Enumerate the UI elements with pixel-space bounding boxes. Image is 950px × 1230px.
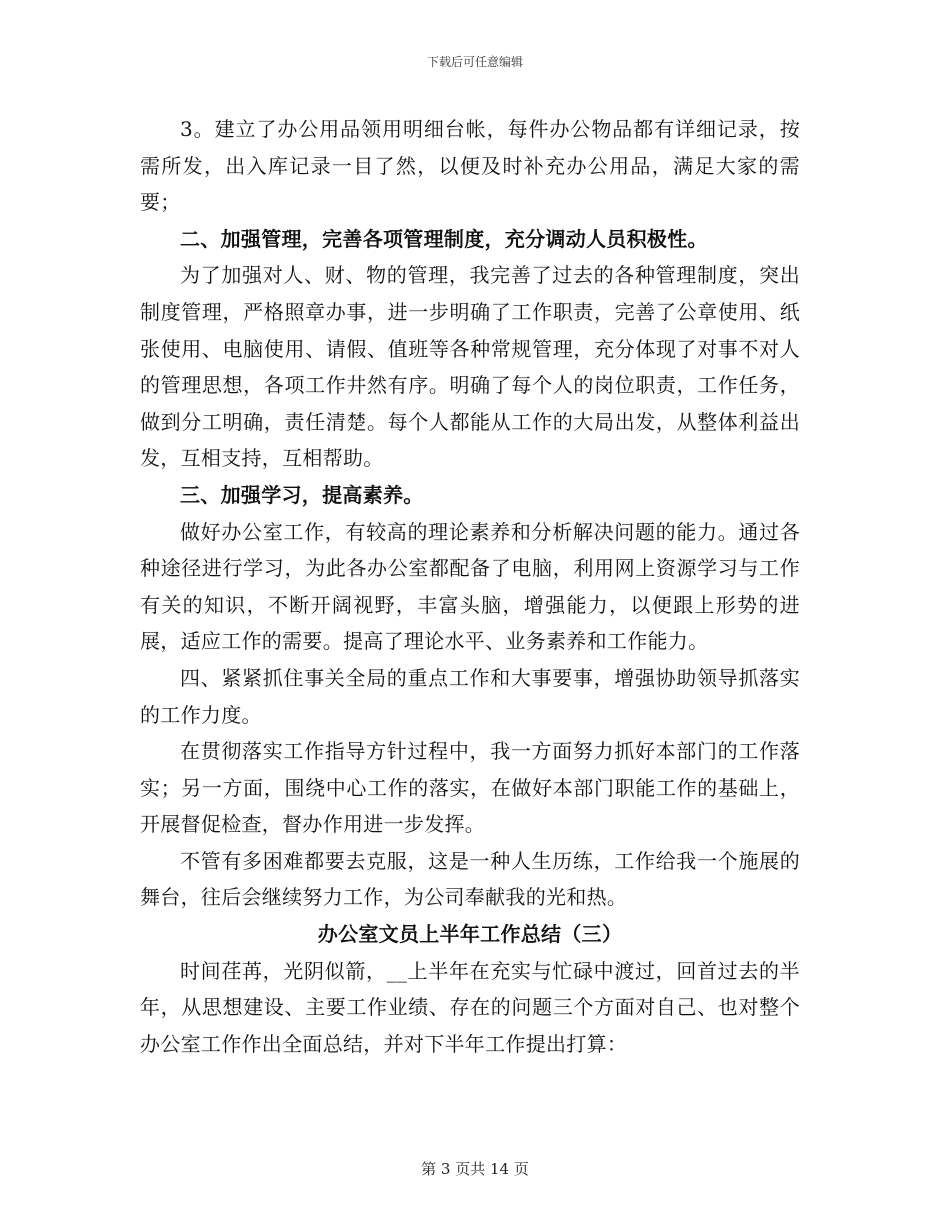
paragraph-item-3: 3。建立了办公用品领用明细台帐，每件办公物品都有详细记录，按需所发，出入库记录一目了然，以便及时补充办公用品，满足大家的需要；: [140, 117, 800, 215]
document-title-3: 办公室文员上半年工作总结（三）: [317, 922, 623, 947]
paragraph-implementation: 在贯彻落实工作指导方针过程中，我一方面努力抓好本部门的工作落实；另一方面，围绕中心工作的落实，在做好本部门职能工作的基础上，开展督促检查，督办作用进一步发挥。: [140, 739, 800, 837]
paragraph-management: 为了加强对人、财、物的管理，我完善了过去的各种管理制度，突出制度管理，严格照章办事，进一步明确了工作职责，完善了公章使用、纸张使用、电脑使用、请假、值班等各种常规管理，充分体现了对事不对人的管理思想，各项工作井然有序。明确了每个人的岗位职责，工作任务，做到分工明确，责任清楚。每个人都能从工作的大局出发，从整体利益出发，互相支持，互相帮助。: [140, 263, 800, 471]
paragraph-learning: 做好办公室工作，有较高的理论素养和分析解决问题的能力。通过各种途径进行学习，为此各办公室都配备了电脑，利用网上资源学习与工作有关的知识，不断开阔视野，丰富头脑，增强能力，以便跟上形势的进展，适应工作的需要。提高了理论水平、业务素养和工作能力。: [140, 519, 800, 654]
section-heading-2: 二、加强管理，完善各项管理制度，充分调动人员积极性。: [180, 226, 708, 251]
page-footer: 第 3 页共 14 页: [421, 1160, 529, 1178]
section-heading-4: 四、紧紧抓住事关全局的重点工作和大事要事，增强协助领导抓落实的工作力度。: [140, 665, 800, 727]
paragraph-closing: 不管有多困难都要去克服，这是一种人生历练，工作给我一个施展的舞台，往后会继续努力工作，为公司奉献我的光和热。: [140, 848, 800, 910]
document-body: [140, 111, 800, 1062]
section-heading-3: 三、加强学习，提高素养。: [180, 482, 424, 507]
paragraph-intro: 时间荏苒，光阴似箭，__上半年在充实与忙碌中渡过，回首过去的半年，从思想建设、主要工作业绩、存在的问题三个方面对自己、也对整个办公室工作作出全面总结，并对下半年工作提出打算：: [140, 958, 800, 1056]
page-header: 下载后可任意编辑: [426, 55, 523, 69]
